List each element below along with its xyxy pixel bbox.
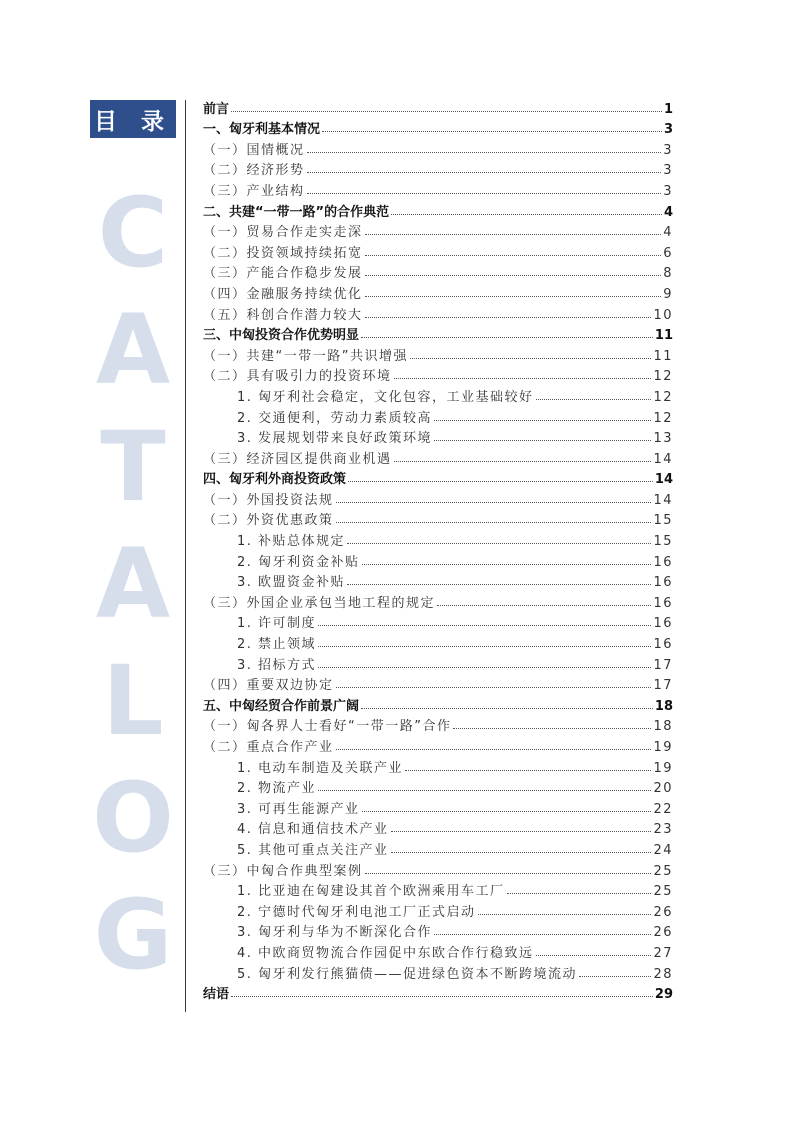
watermark-letter: A [95,528,171,640]
toc-entry-title: 2. 宁德时代匈牙利电池工厂正式启动 [237,904,476,920]
toc-entry-page: 28 [653,966,673,982]
toc-entry-page: 14 [653,451,673,467]
toc-entry[interactable] [203,199,673,220]
dot-leader [318,667,651,668]
toc-entry-page: 3 [663,122,673,138]
toc-entry-title: 3. 欧盟资金补贴 [237,575,346,591]
toc-entry[interactable] [203,281,673,302]
dot-leader [365,873,652,874]
dot-leader [307,193,662,194]
toc-entry-page: 1 [663,101,673,117]
toc-entry-title: （三）产业结构 [203,183,305,199]
toc-entry-title: （一）外国投资法规 [203,492,334,508]
dot-leader [318,790,651,791]
dot-leader [348,481,653,482]
toc-entry-title: （一）国情概况 [203,142,305,158]
dot-leader [391,831,652,832]
toc-entry-title: 3. 招标方式 [237,657,317,673]
toc-entry-page: 17 [653,678,673,694]
toc-entry-title: （一）匈各界人士看好“一带一路”合作 [203,719,452,735]
toc-entry-page: 19 [653,740,673,755]
toc-entry-page: 14 [654,472,673,488]
toc-title: 目 录 [90,100,176,138]
dot-leader [347,584,651,585]
dot-leader [362,811,652,812]
toc-entry-title: （二）经济形势 [203,163,305,179]
dot-leader [394,461,652,462]
toc-entry[interactable] [203,528,673,549]
toc-entry[interactable] [203,776,673,797]
dot-leader [318,625,651,626]
dot-leader [322,131,662,132]
toc-entry[interactable] [203,178,673,199]
toc-entry[interactable] [203,796,673,817]
toc-entry[interactable] [203,652,673,673]
toc-entry-page: 26 [653,925,673,941]
toc-entry[interactable] [203,714,673,735]
toc-entry-page: 12 [653,369,673,385]
toc-entry[interactable] [203,693,673,714]
toc-entry-title: 前言 [203,101,230,117]
toc-entry-page: 6 [663,245,673,261]
toc-entry-page: 15 [653,513,673,529]
toc-entry-page: 15 [653,534,673,550]
watermark-letter: C [97,177,169,289]
toc-entry[interactable] [203,817,673,838]
dot-leader [536,399,652,400]
toc-entry[interactable] [203,755,673,776]
watermark-letter: O [92,762,174,874]
toc-entry-title: （二）具有吸引力的投资环境 [203,369,392,385]
toc-entry-page: 23 [653,822,673,838]
dot-leader [362,564,652,565]
dot-leader [365,275,662,276]
toc-entry[interactable] [203,117,673,138]
dot-leader [391,214,662,215]
dot-leader [365,234,662,235]
toc-entry[interactable] [203,920,673,941]
divider-line [185,100,186,1012]
toc-entry-page: 18 [653,719,673,735]
toc-entry[interactable] [203,858,673,879]
dot-leader [231,996,653,997]
dot-leader [347,543,651,544]
dot-leader [365,296,662,297]
watermark-letter: A [95,294,171,406]
toc-entry-page: 24 [653,842,673,858]
toc-entry[interactable] [203,240,673,261]
toc-entry-page: 22 [653,801,673,817]
toc-entry-page: 11 [654,328,673,344]
toc-entry-page: 13 [653,431,673,447]
toc-entry[interactable] [203,158,673,179]
toc-entry-page: 27 [653,945,673,961]
toc-entry-page: 16 [653,616,673,632]
toc-entry-title: （五）科创合作潜力较大 [203,307,363,323]
dot-leader [579,976,651,977]
toc-entry[interactable] [203,879,673,900]
dot-leader [365,255,662,256]
toc-entry[interactable] [203,508,673,529]
toc-entry[interactable] [203,940,673,961]
toc-entry-page: 26 [653,904,673,920]
toc-entry-title: 3. 发展规划带来良好政策环境 [237,431,433,447]
toc-entry[interactable] [203,137,673,158]
toc-entry[interactable] [203,611,673,632]
toc-entry-title: 1. 电动车制造及关联产业 [237,760,404,776]
dot-leader [434,440,651,441]
toc-entry-title: 1. 补贴总体规定 [237,534,346,550]
table-of-contents [203,96,673,1002]
toc-entry[interactable] [203,734,673,755]
toc-entry-title: 4. 信息和通信技术产业 [237,822,389,838]
toc-entry-page: 29 [654,987,673,1003]
toc-entry-page: 10 [653,307,673,323]
toc-entry[interactable] [203,467,673,488]
toc-entry-page: 4 [663,204,673,220]
dot-leader [437,605,651,606]
toc-entry-title: 四、匈牙利外商投资政策 [203,472,347,488]
toc-entry-title: 2. 交通便利，劳动力素质较高 [237,410,433,426]
toc-entry-title: （二）重点合作产业 [203,740,334,755]
toc-entry-page: 12 [653,410,673,426]
toc-entry[interactable] [203,364,673,385]
toc-entry[interactable] [203,323,673,344]
toc-entry[interactable] [203,302,673,323]
toc-entry-page: 8 [663,266,673,282]
toc-entry-title: 1. 比亚迪在匈建设其首个欧洲乘用车工厂 [237,884,505,900]
toc-entry[interactable] [203,961,673,982]
toc-entry-title: （三）外国企业承包当地工程的规定 [203,595,436,611]
toc-entry[interactable] [203,631,673,652]
toc-entry-title: 1. 匈牙利社会稳定，文化包容，工业基础较好 [237,389,534,405]
toc-entry[interactable] [203,549,673,570]
dot-leader [361,708,653,709]
toc-entry-title: （四）重要双边协定 [203,678,334,694]
toc-entry-page: 25 [653,863,673,879]
toc-entry-page: 3 [663,183,673,199]
toc-entry-page: 9 [663,286,673,302]
dot-leader [434,420,651,421]
toc-entry-page: 12 [653,389,673,405]
watermark-letter: T [100,411,166,523]
toc-entry[interactable] [203,982,673,1003]
toc-entry-title: （二）外资优惠政策 [203,513,334,529]
toc-entry[interactable] [203,343,673,364]
dot-leader [336,687,652,688]
toc-entry-title: （三）经济园区提供商业机遇 [203,451,392,467]
dot-leader [336,522,652,523]
toc-entry-page: 4 [663,225,673,241]
toc-entry-title: 二、共建“一带一路”的合作典范 [203,204,390,220]
watermark-letter: L [102,645,164,757]
dot-leader [231,111,662,112]
toc-entry[interactable] [203,570,673,591]
toc-entry[interactable] [203,405,673,426]
toc-entry-page: 25 [653,884,673,900]
toc-entry[interactable] [203,96,673,117]
toc-entry-page: 14 [653,492,673,508]
toc-entry-page: 17 [653,657,673,673]
toc-entry[interactable] [203,837,673,858]
toc-entry[interactable] [203,384,673,405]
dot-leader [507,893,652,894]
dot-leader [434,934,651,935]
toc-entry[interactable] [203,446,673,467]
dot-leader [536,955,652,956]
dot-leader [394,378,652,379]
toc-entry[interactable] [203,487,673,508]
toc-entry-title: （三）产能合作稳步发展 [203,266,363,282]
dot-leader [391,852,652,853]
toc-entry[interactable] [203,426,673,447]
toc-entry-title: 1. 许可制度 [237,616,317,632]
dot-leader [336,749,652,750]
toc-entry-title: 5. 匈牙利发行熊猫债——促进绿色资本不断跨境流动 [237,966,578,982]
toc-entry-title: （一）贸易合作走实走深 [203,225,363,241]
toc-entry-title: 4. 中欧商贸物流合作园促中东欧合作行稳致远 [237,945,534,961]
toc-entry-title: （四）金融服务持续优化 [203,286,363,302]
toc-entry-page: 20 [653,781,673,797]
toc-entry-title: 2. 匈牙利资金补贴 [237,554,360,570]
toc-entry-page: 3 [663,163,673,179]
toc-entry-title: 结语 [203,987,230,1003]
toc-entry-title: 3. 可再生能源产业 [237,801,360,817]
dot-leader [410,358,651,359]
toc-entry-page: 18 [654,698,673,714]
watermark-letter: G [93,879,173,991]
dot-leader [307,152,662,153]
catalog-watermark [90,175,176,994]
toc-entry-title: 3. 匈牙利与华为不断深化合作 [237,925,433,941]
toc-entry-title: 2. 禁止领域 [237,637,317,653]
toc-entry[interactable] [203,220,673,241]
toc-entry-page: 16 [653,595,673,611]
toc-entry-title: （一）共建“一带一路”共识增强 [203,348,408,364]
toc-entry-title: 三、中匈投资合作优势明显 [203,328,360,344]
dot-leader [405,770,651,771]
toc-entry-page: 16 [653,554,673,570]
dot-leader [318,646,651,647]
toc-entry-title: （三）中匈合作典型案例 [203,863,363,879]
toc-entry-page: 11 [653,348,673,364]
dot-leader [307,172,662,173]
toc-entry-title: 五、中匈经贸合作前景广阔 [203,698,360,714]
toc-entry-title: 2. 物流产业 [237,781,317,797]
toc-entry[interactable] [203,590,673,611]
dot-leader [361,337,653,338]
dot-leader [478,914,652,915]
dot-leader [336,502,652,503]
toc-entry-page: 3 [663,142,673,158]
dot-leader [453,728,651,729]
toc-entry[interactable] [203,673,673,694]
toc-entry-title: 一、匈牙利基本情况 [203,122,321,138]
toc-entry-title: （二）投资领域持续拓宽 [203,245,363,261]
toc-entry-title: 5. 其他可重点关注产业 [237,842,389,858]
toc-entry[interactable] [203,261,673,282]
toc-entry-page: 19 [653,760,673,776]
toc-entry-page: 16 [653,575,673,591]
toc-entry-page: 16 [653,637,673,653]
dot-leader [365,317,652,318]
toc-entry[interactable] [203,899,673,920]
